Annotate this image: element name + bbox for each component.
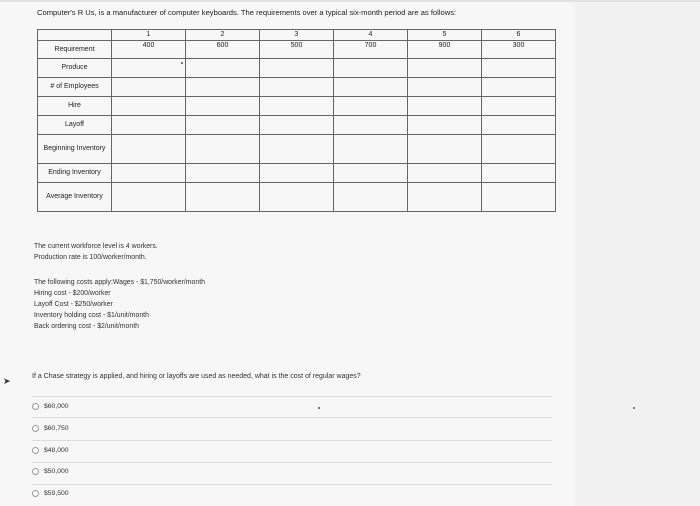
row-label-layoff: Layoff (38, 116, 112, 135)
row-label-beginning-inventory: Beginning Inventory (38, 135, 112, 164)
month-3-header: 3 (260, 30, 334, 41)
row-label-employees: # of Employees (38, 78, 112, 97)
option-60750[interactable] (32, 425, 69, 432)
table-cell[interactable] (334, 59, 408, 78)
stray-mark (181, 62, 183, 64)
table-cell[interactable] (186, 97, 260, 116)
header-empty-cell (38, 30, 112, 41)
requirement-month-2: 600 (186, 41, 260, 59)
divider (32, 462, 552, 463)
option-60000[interactable] (32, 403, 69, 410)
option-label: $59,500 (44, 490, 69, 497)
table-cell[interactable] (482, 78, 556, 97)
question-text: If a Chase strategy is applied, and hiring or layoffs are used as needed, what is the cost of regular wages? (32, 373, 361, 380)
option-50000[interactable] (32, 468, 69, 475)
table-row-ending-inventory (38, 164, 556, 183)
radio-button[interactable] (32, 403, 39, 410)
radio-button[interactable] (32, 468, 39, 475)
table-cell[interactable] (260, 135, 334, 164)
month-4-header: 4 (334, 30, 408, 41)
table-cell[interactable] (482, 183, 556, 212)
requirement-month-5: 900 (408, 41, 482, 59)
radio-button[interactable] (32, 447, 39, 454)
table-cell[interactable] (408, 59, 482, 78)
table-cell[interactable] (408, 135, 482, 164)
stray-mark (318, 407, 320, 409)
month-6-header: 6 (482, 30, 556, 41)
table-cell[interactable] (186, 116, 260, 135)
radio-button[interactable] (32, 490, 39, 497)
row-label-hire: Hire (38, 97, 112, 116)
table-row-average-inventory (38, 183, 556, 212)
option-label: $50,000 (44, 468, 69, 475)
hiring-cost-text: Hiring cost - $200/worker (34, 290, 111, 297)
table-cell[interactable] (112, 135, 186, 164)
row-label-requirement: Requirement (38, 41, 112, 59)
cursor-arrow-icon: ➤ (3, 376, 11, 386)
table-cell[interactable] (334, 97, 408, 116)
table-cell[interactable] (186, 135, 260, 164)
month-5-header: 5 (408, 30, 482, 41)
table-row-produce (38, 59, 556, 78)
table-cell[interactable] (408, 116, 482, 135)
table-cell[interactable] (334, 183, 408, 212)
divider (32, 396, 552, 397)
option-59500[interactable] (32, 490, 69, 497)
row-label-produce: Produce (38, 59, 112, 78)
table-cell[interactable] (186, 164, 260, 183)
table-cell[interactable] (260, 78, 334, 97)
table-row-employees (38, 78, 556, 97)
requirement-month-4: 700 (334, 41, 408, 59)
holding-cost-text: Inventory holding cost - $1/unit/month (34, 312, 149, 319)
table-cell[interactable] (482, 97, 556, 116)
table-cell[interactable] (408, 183, 482, 212)
stray-mark (633, 407, 635, 409)
table-cell[interactable] (112, 97, 186, 116)
table-cell[interactable] (260, 183, 334, 212)
table-cell[interactable] (334, 135, 408, 164)
requirements-table (37, 29, 556, 212)
table-cell[interactable] (186, 183, 260, 212)
table-cell[interactable] (112, 116, 186, 135)
production-rate-text: Production rate is 100/worker/month. (34, 254, 147, 261)
costs-intro-text: The following costs apply:Wages - $1,750/worker/month (34, 279, 205, 286)
option-label: $48,000 (44, 447, 69, 454)
table-cell[interactable] (112, 59, 186, 78)
option-48000[interactable] (32, 447, 69, 454)
table-cell[interactable] (408, 164, 482, 183)
divider (32, 440, 552, 441)
table-cell[interactable] (334, 78, 408, 97)
table-cell[interactable] (408, 97, 482, 116)
table-cell[interactable] (186, 78, 260, 97)
divider (32, 484, 552, 485)
requirement-month-3: 500 (260, 41, 334, 59)
table-row-requirement (38, 41, 556, 59)
top-border (0, 0, 700, 2)
row-label-ending-inventory: Ending Inventory (38, 164, 112, 183)
table-cell[interactable] (260, 59, 334, 78)
row-label-average-inventory: Average Inventory (38, 183, 112, 212)
right-margin (575, 0, 700, 506)
month-2-header: 2 (186, 30, 260, 41)
divider (32, 417, 552, 418)
table-cell[interactable] (260, 164, 334, 183)
backorder-cost-text: Back ordering cost - $2/unit/month (34, 323, 139, 330)
table-cell[interactable] (482, 135, 556, 164)
table-cell[interactable] (112, 164, 186, 183)
table-cell[interactable] (186, 59, 260, 78)
table-cell[interactable] (112, 78, 186, 97)
problem-title: Computer's R Us, is a manufacturer of computer keyboards. The requirements over a typical six-month period are as follows: (37, 8, 457, 17)
table-cell[interactable] (260, 116, 334, 135)
requirement-month-1: 400 (112, 41, 186, 59)
layoff-cost-text: Layoff Cost - $250/worker (34, 301, 113, 308)
table-cell[interactable] (334, 116, 408, 135)
option-label: $60,000 (44, 403, 69, 410)
option-label: $60,750 (44, 425, 69, 432)
table-cell[interactable] (408, 78, 482, 97)
table-cell[interactable] (482, 164, 556, 183)
table-header-row (38, 30, 556, 41)
table-cell[interactable] (112, 183, 186, 212)
table-cell[interactable] (482, 116, 556, 135)
table-cell[interactable] (482, 59, 556, 78)
table-cell[interactable] (260, 97, 334, 116)
radio-button[interactable] (32, 425, 39, 432)
workforce-text: The current workforce level is 4 workers. (34, 243, 158, 250)
month-1-header: 1 (112, 30, 186, 41)
table-row-hire (38, 97, 556, 116)
table-cell[interactable] (334, 164, 408, 183)
table-row-layoff (38, 116, 556, 135)
table-row-beginning-inventory (38, 135, 556, 164)
requirement-month-6: 300 (482, 41, 556, 59)
